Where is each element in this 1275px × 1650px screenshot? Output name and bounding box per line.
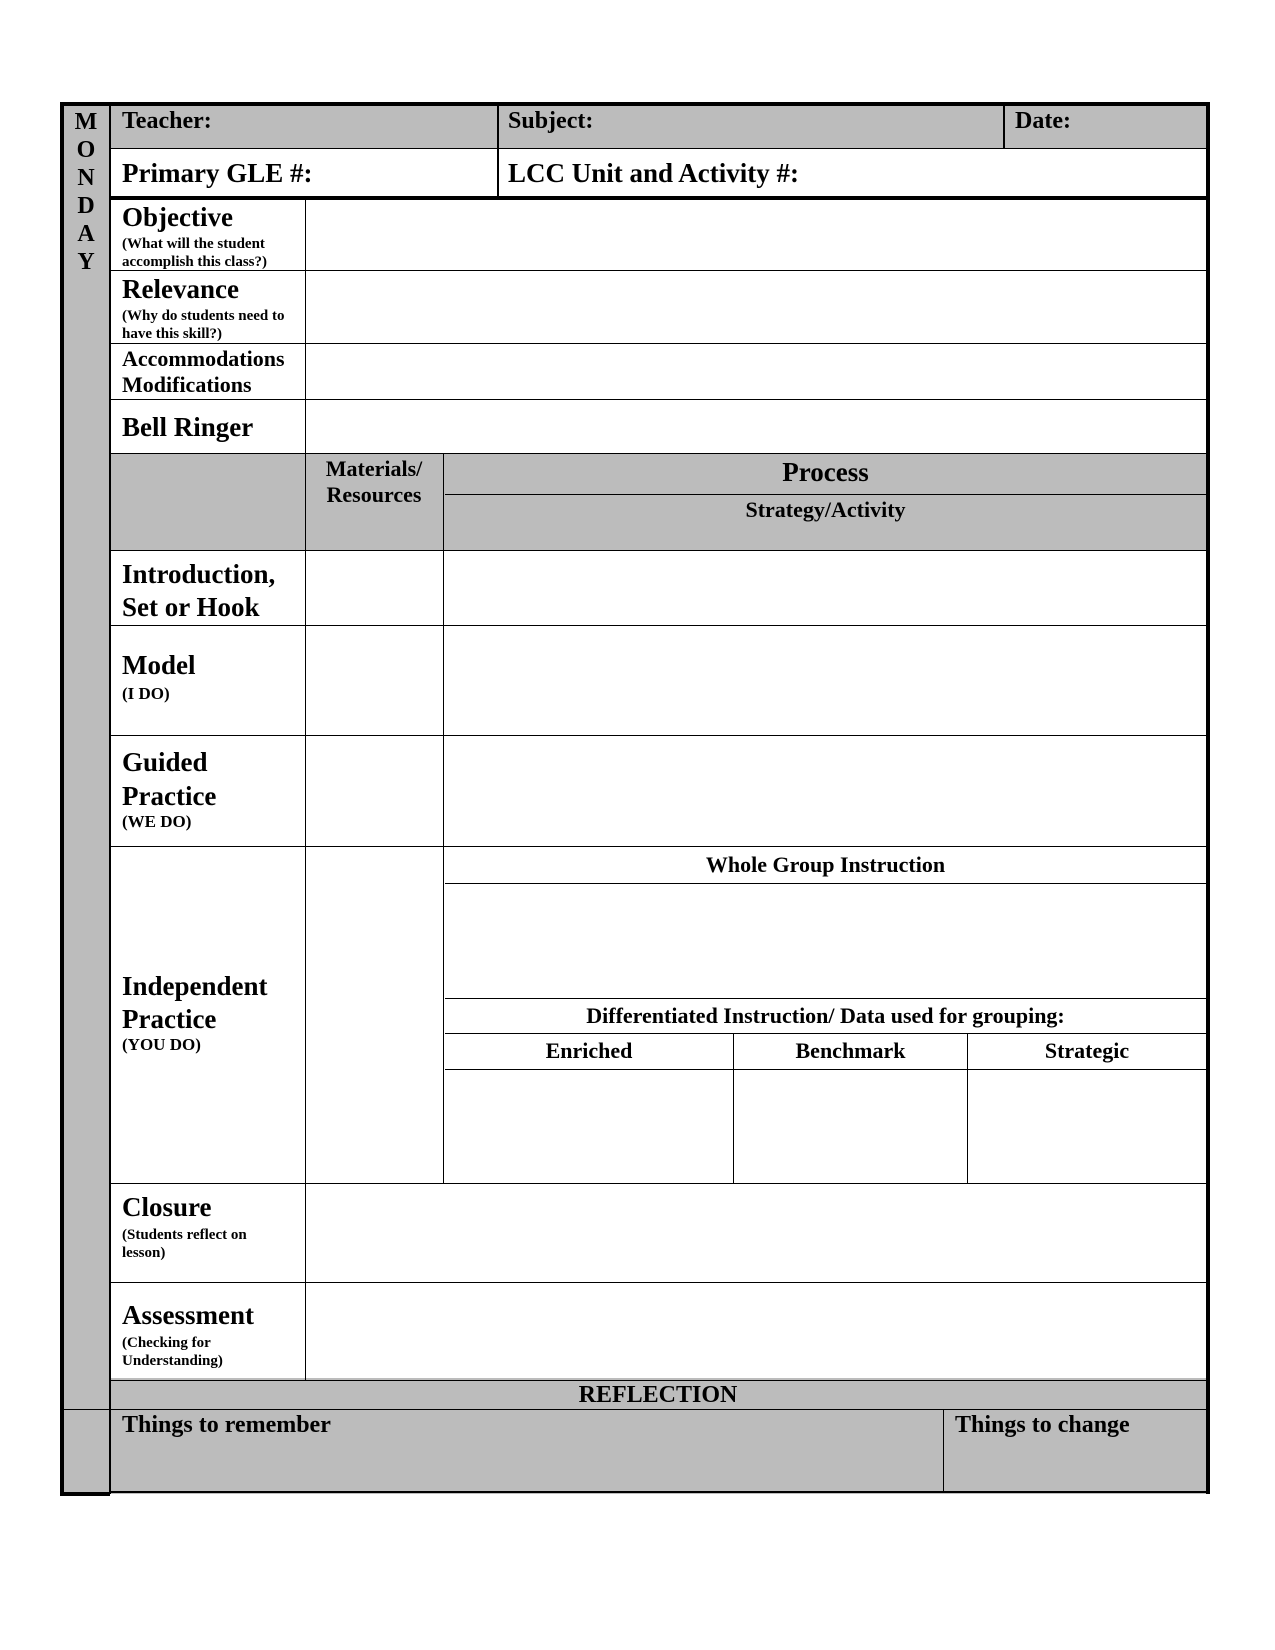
row-line: [110, 1380, 1208, 1381]
enriched-entry[interactable]: [444, 1070, 733, 1183]
benchmark-label: Benchmark: [795, 1038, 906, 1063]
model-title: Model: [122, 650, 196, 680]
bell-ringer-entry[interactable]: [306, 400, 1206, 453]
teacher-label[interactable]: Teacher:: [122, 108, 212, 134]
guided-title: Guided Practice: [122, 747, 217, 811]
relevance-cell: [122, 276, 302, 343]
independent-title: Independent Practice: [122, 971, 268, 1034]
objective-title: Objective: [122, 202, 233, 232]
strategic-label: Strategic: [1044, 1038, 1130, 1063]
whole-group-label: Whole Group Instruction: [705, 852, 946, 877]
independent-cell: [122, 970, 302, 1054]
subject-label[interactable]: Subject:: [508, 108, 594, 134]
day-column-divider: [109, 104, 111, 1494]
model-subtitle: (I DO): [122, 684, 170, 703]
guided-subtitle: (WE DO): [122, 812, 192, 831]
day-label: [62, 108, 110, 276]
strategic-entry[interactable]: [968, 1070, 1206, 1183]
row-line: [110, 846, 1208, 847]
assessment-cell: [122, 1302, 302, 1370]
closure-cell: [122, 1194, 292, 1262]
header-col-1: [497, 104, 499, 198]
assessment-subtitle: (Checking for Understanding): [122, 1335, 223, 1369]
assessment-title: Assessment: [122, 1300, 254, 1330]
relevance-subtitle: (Why do students need to have this skill?): [122, 308, 285, 342]
closure-entry[interactable]: [306, 1184, 1206, 1282]
strategy-header: Strategy/Activity: [745, 497, 906, 522]
relevance-title: Relevance: [122, 274, 239, 304]
header-divider: [110, 148, 1208, 149]
introduction-strategy-entry[interactable]: [444, 551, 1206, 625]
materials-header: Materials/ Resources: [325, 456, 423, 507]
model-strategy-entry[interactable]: [444, 626, 1206, 735]
row-line: [445, 494, 1208, 495]
day-column: [62, 104, 110, 1494]
independent-subtitle: (YOU DO): [122, 1035, 201, 1054]
introduction-materials-entry[interactable]: [306, 551, 443, 625]
closure-title: Closure: [122, 1192, 212, 1222]
header-col-2: [1003, 104, 1005, 148]
accommodations-entry[interactable]: [306, 344, 1206, 399]
day-letter: A: [77, 221, 95, 247]
assessment-entry[interactable]: [306, 1283, 1206, 1380]
frame-bottom-left: [60, 1492, 110, 1496]
guided-materials-entry[interactable]: [306, 736, 443, 846]
reflection-title: REFLECTION: [578, 1382, 738, 1408]
introduction-title: Introduction, Set or Hook: [122, 559, 276, 622]
frame-bottom: [110, 1491, 1210, 1493]
primary-gle-label[interactable]: Primary GLE #:: [122, 158, 313, 188]
closure-subtitle: (Students reflect on lesson): [122, 1227, 247, 1261]
things-to-change-label[interactable]: Things to change: [955, 1412, 1130, 1438]
accommodations-label: Accommodations: [122, 346, 285, 371]
frame-left: [60, 102, 64, 1494]
objective-entry[interactable]: [306, 200, 1206, 270]
modifications-label: Modifications: [122, 372, 252, 397]
whole-group-entry[interactable]: [444, 884, 1206, 998]
day-letter: O: [76, 137, 96, 163]
day-letter: Y: [77, 249, 95, 275]
row-line: [110, 453, 1208, 454]
bell-ringer-title: Bell Ringer: [122, 412, 254, 442]
row-line: [445, 998, 1208, 999]
frame-top: [60, 102, 1210, 106]
model-cell: [122, 652, 302, 703]
relevance-entry[interactable]: [306, 271, 1206, 343]
guided-cell: [122, 745, 302, 831]
objective-cell: [122, 204, 302, 271]
objective-subtitle: (What will the student accomplish this class?): [122, 236, 268, 270]
date-label[interactable]: Date:: [1015, 108, 1071, 134]
day-letter: M: [74, 109, 98, 135]
accommodations-cell: [122, 346, 305, 398]
benchmark-entry[interactable]: [734, 1070, 967, 1183]
differentiated-label: Differentiated Instruction/ Data used for grouping:: [586, 1003, 1065, 1028]
frame-right: [1206, 102, 1210, 1494]
guided-strategy-entry[interactable]: [444, 736, 1206, 846]
reflection-col-line: [943, 1409, 944, 1493]
things-to-remember-label[interactable]: Things to remember: [122, 1412, 331, 1438]
lcc-unit-label[interactable]: LCC Unit and Activity #:: [508, 158, 800, 188]
day-letter: N: [77, 165, 95, 191]
model-materials-entry[interactable]: [306, 626, 443, 735]
enriched-label: Enriched: [545, 1038, 633, 1063]
process-header: Process: [782, 457, 869, 487]
row-line: [62, 1409, 1208, 1410]
row-line: [445, 1033, 1208, 1034]
independent-materials-entry[interactable]: [306, 847, 443, 1183]
day-letter: D: [77, 193, 95, 219]
